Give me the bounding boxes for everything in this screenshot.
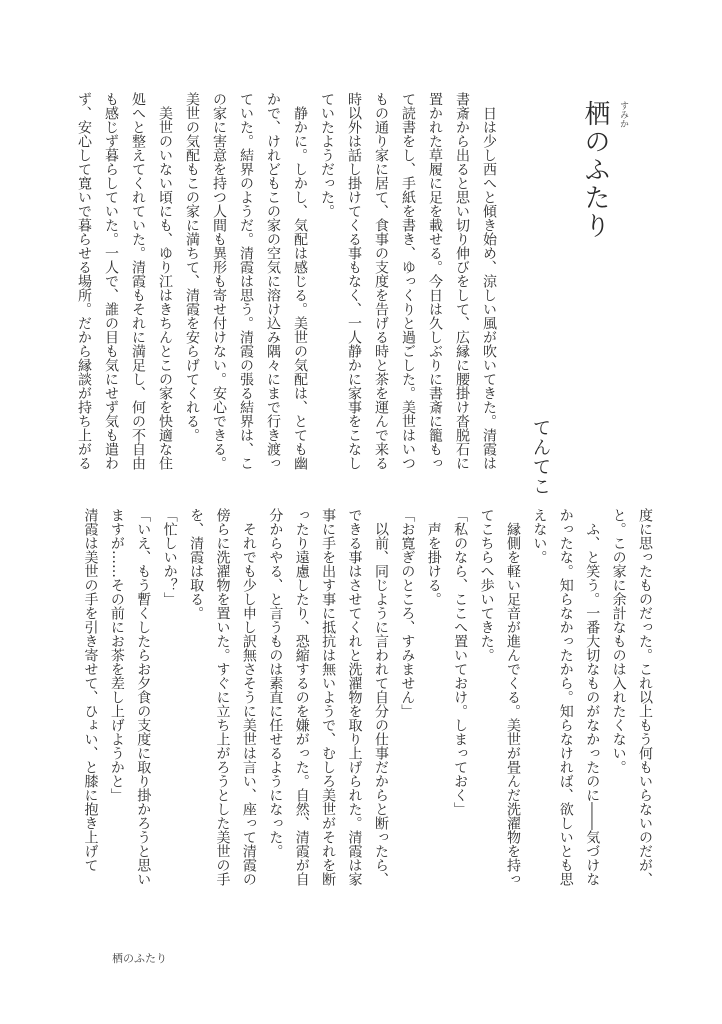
text-line: 美世の気配もこの家に満ちて、清霞を安らげてくれる。 bbox=[184, 92, 200, 442]
text-line: 処へと整えてくれていた。清霞もそれに満足し、何の不自由 bbox=[130, 92, 146, 470]
text-line: 静かに。しかし、気配は感じる。美世の気配は、とても幽 bbox=[292, 92, 308, 470]
text-line: 置かれた草履に足を載せる。今日は久しぶりに書斎に籠もっ bbox=[427, 92, 443, 470]
text-line: ていたようだった。 bbox=[319, 92, 335, 218]
title-ruby: すみか bbox=[618, 101, 628, 128]
text-line: 以前、同じように言われて自分の仕事だからと断ったら、 bbox=[372, 508, 389, 886]
text-line: 「私のなら、ここへ置いておけ。しまっておく」 bbox=[452, 508, 469, 816]
text-line: と。この家に余計なものは入れたくない。 bbox=[610, 508, 627, 774]
text-line: 分からやる、と言うものは素直に任せるようになった。 bbox=[267, 508, 284, 858]
text-line: ていた。結界のようだ。清霞は思う。清霞の張る結界は、こ bbox=[238, 92, 254, 470]
text-line: の家に害意を持つ人間も異形も寄せ付けない。安心できる。 bbox=[211, 92, 227, 470]
text-line: もの通り家に居て、食事の支度を告げる時と茶を運んで来る bbox=[373, 92, 389, 470]
text-line: ふ、と笑う。一番大切なものがなかったのに――気づけな bbox=[584, 508, 601, 886]
lower-text-block bbox=[76, 508, 658, 910]
text-line: 美世のいない頃にも、ゆり江はきちんとこの家を快適な住 bbox=[157, 92, 173, 470]
text-line: てこちらへ歩いてきた。 bbox=[478, 508, 495, 662]
text-line: それでも少し申し訳無さそうに美世は言い、座って清霞の bbox=[240, 508, 257, 886]
running-footer: 栖のふたり bbox=[112, 952, 167, 965]
text-line: 事に手を出す事に抵抗は無いようで、むしろ美世がそれを断 bbox=[320, 508, 337, 886]
text-line: えない。 bbox=[531, 508, 548, 564]
text-line: ったり遠慮したり、恐縮するのを嫌がった。自然、清霞が自 bbox=[293, 508, 310, 886]
upper-text-block bbox=[70, 92, 502, 494]
text-line: 清霞は美世の手を引き寄せて、ひょい、と膝に抱き上げて bbox=[82, 508, 99, 872]
text-line: かで、けれどもこの家の空気に溶け込み隅々にまで行き渡っ bbox=[265, 92, 281, 470]
text-line: かったな。知らなかったから。知らなければ、欲しいとも思 bbox=[557, 508, 574, 886]
text-line: を、清霞は取る。 bbox=[188, 508, 205, 620]
story-title: 栖のふたり bbox=[580, 100, 610, 240]
text-line: 日は少し西へと傾き始め、涼しい風が吹いてきた。清霞は bbox=[481, 92, 497, 470]
text-line: 傍らに洗濯物を置いた。すぐに立ち上がろうとした美世の手 bbox=[214, 508, 231, 886]
author-name: てんてこ bbox=[530, 418, 551, 496]
text-line: 縁側を軽い足音が進んでくる。美世が畳んだ洗濯物を持っ bbox=[504, 508, 521, 886]
text-line: ますが……その前にお茶を差し上げようかと」 bbox=[108, 508, 125, 802]
text-line: 時以外は話し掛けてくる事もなく、一人静かに家事をこなし bbox=[346, 92, 362, 470]
text-line: 「お寛ぎのところ、すみません」 bbox=[399, 508, 416, 718]
text-line: 声を掛ける。 bbox=[425, 508, 442, 606]
text-line: できる事はさせてくれと洗濯物を取り上げられた。清霞は家 bbox=[346, 508, 363, 886]
text-line: 書斎から出ると思い切り伸びをして、広縁に腰掛け沓脱石に bbox=[454, 92, 470, 470]
text-line: 「いえ、もう暫くしたらお夕食の支度に取り掛かろうと思い bbox=[135, 508, 152, 886]
text-line: 「忙しいか？」 bbox=[161, 508, 178, 606]
text-line: 度に思ったものだった。これ以上もう何もいらないのだが、 bbox=[637, 508, 653, 886]
text-line: て読書をし、手紙を書き、ゆっくりと過ごした。美世はいつ bbox=[400, 92, 416, 470]
text-line: も感じず暮らしていた。一人で、誰の目も気にせず気も遣わ bbox=[103, 92, 119, 470]
text-line: ず、安心して寛いで暮らせる場所。だから縁談が持ち上がる bbox=[76, 92, 92, 470]
